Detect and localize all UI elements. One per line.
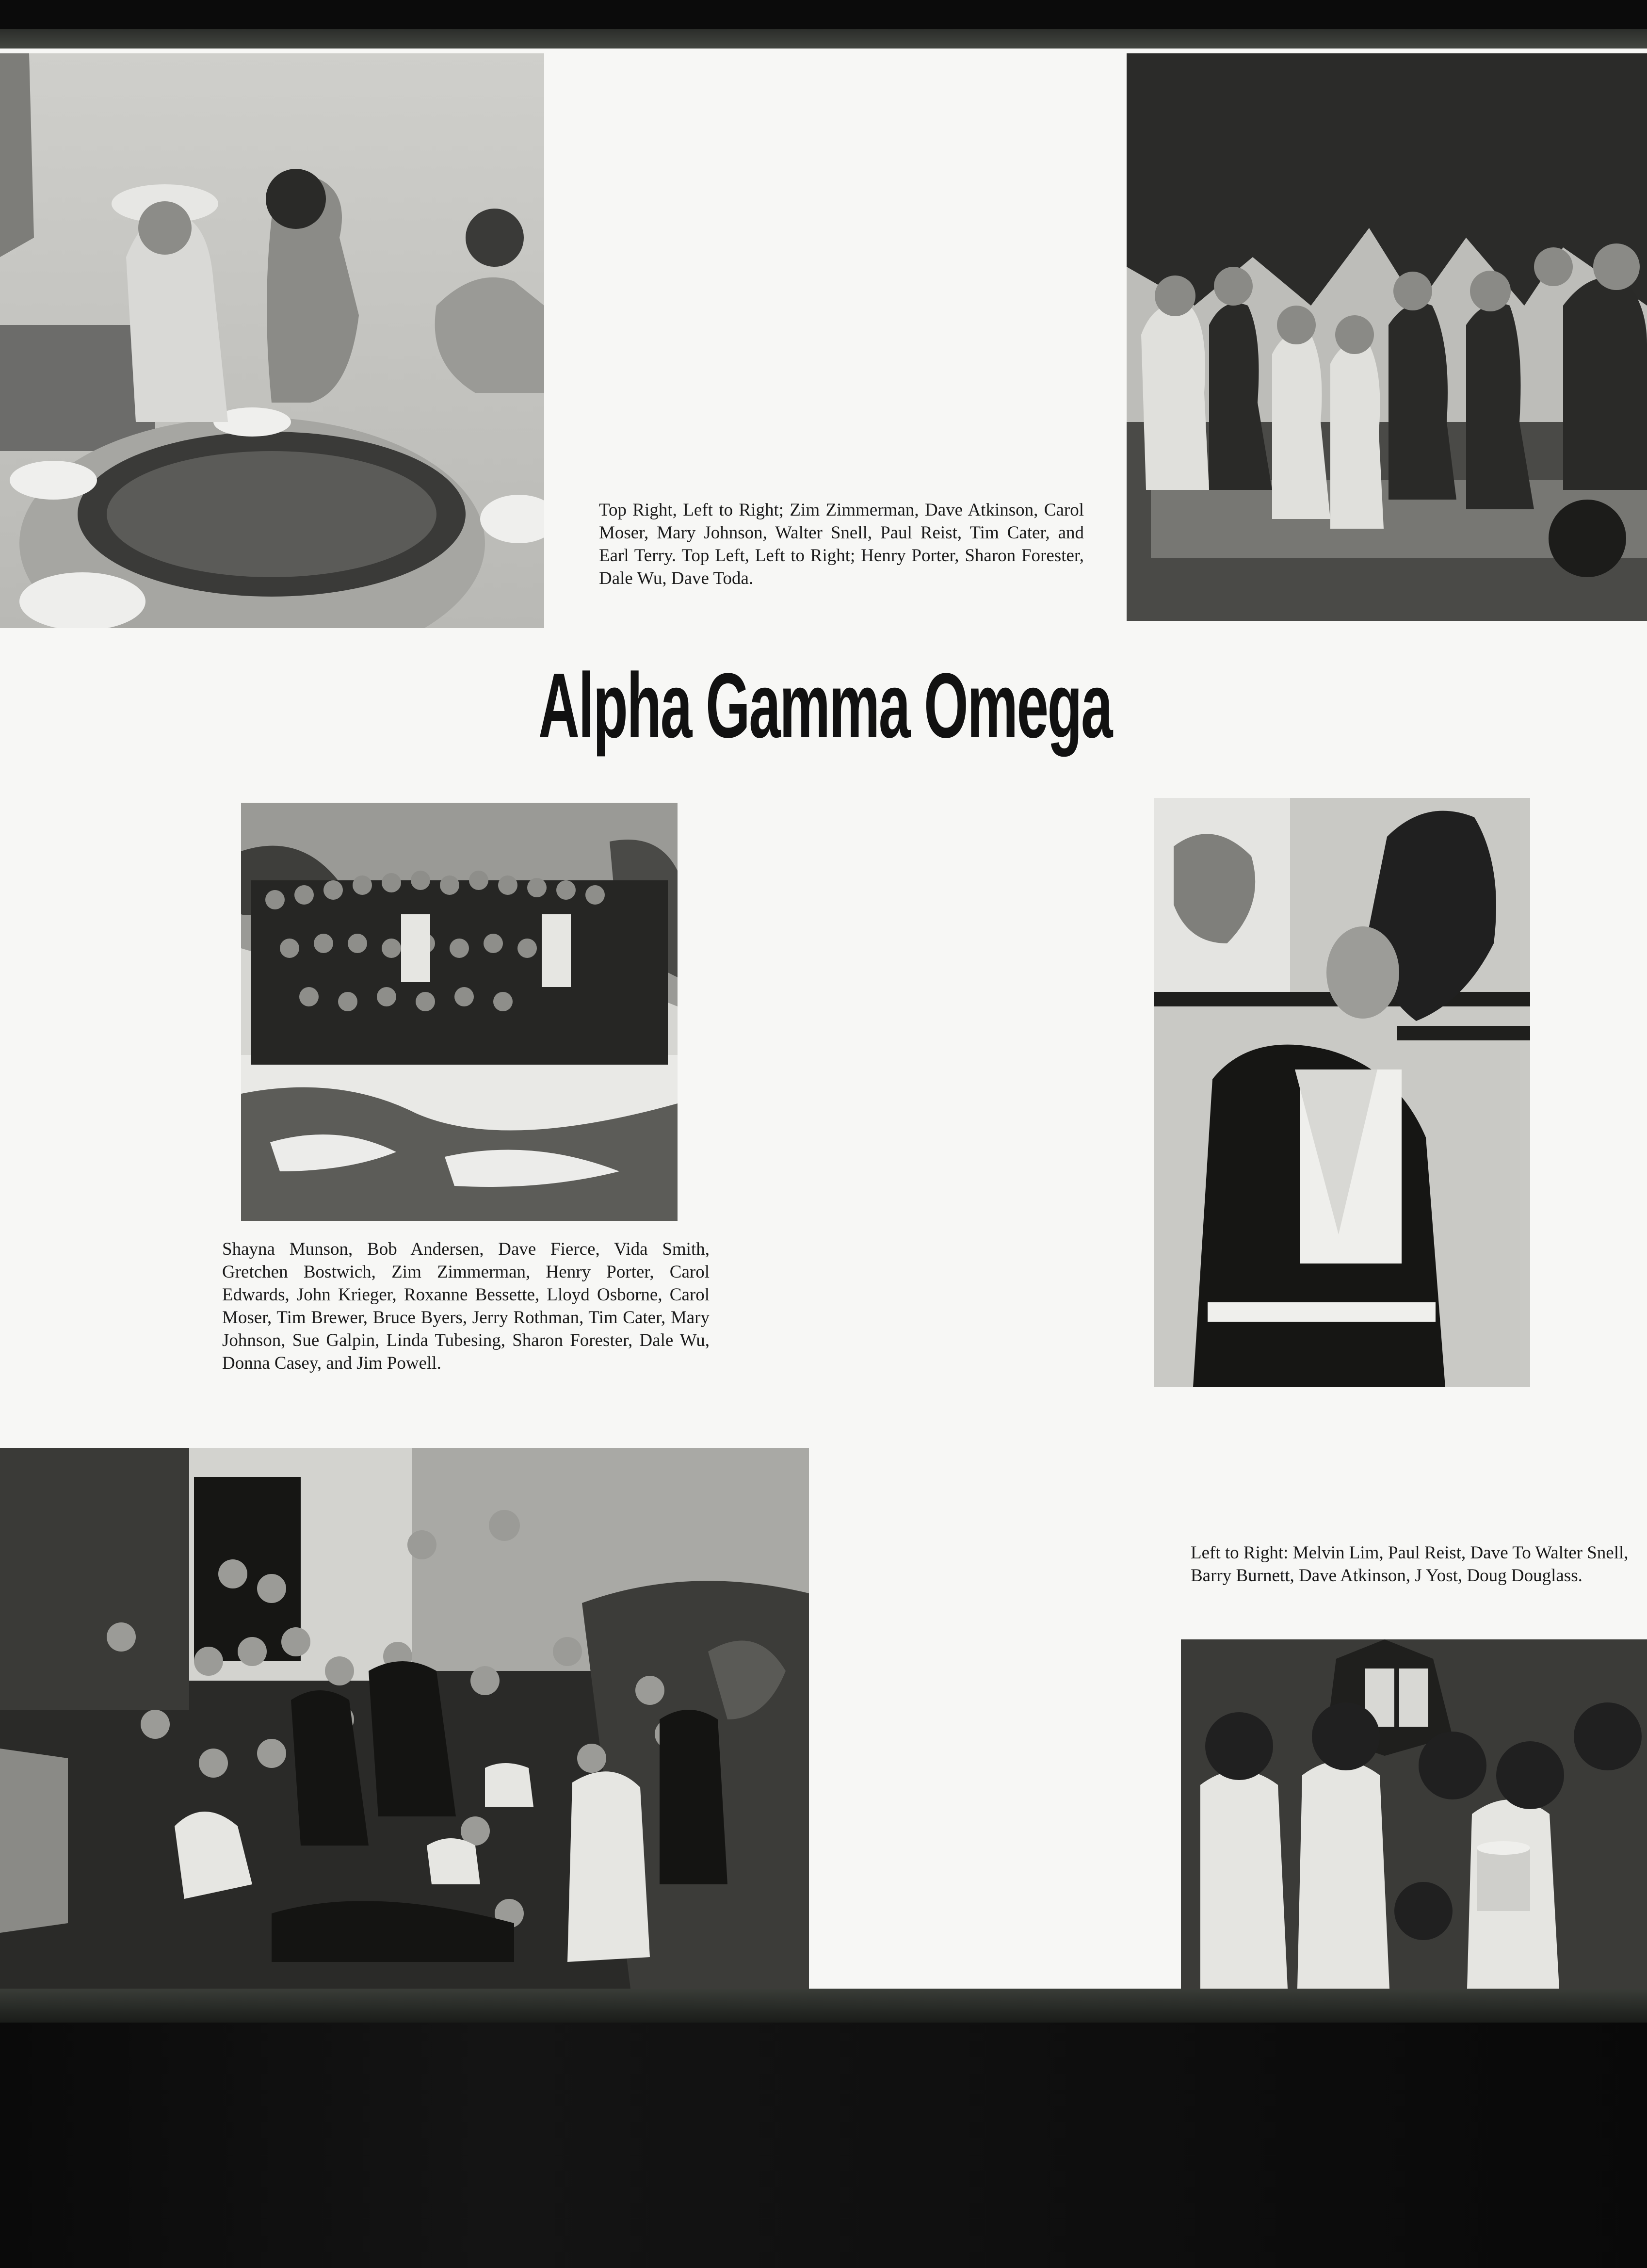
photo-party-group bbox=[1181, 1639, 1647, 1989]
photo-car-group bbox=[1127, 53, 1647, 621]
photo-drinking-man bbox=[1154, 798, 1530, 1387]
page-title: Alpha Gamma Omega bbox=[538, 654, 1112, 757]
scanner-background bbox=[0, 2023, 1647, 2268]
page-title-wrap bbox=[538, 650, 1145, 761]
photo-beach-barbecue bbox=[0, 53, 544, 628]
book-binding-bottom bbox=[0, 1989, 1647, 2023]
photo-house-group bbox=[0, 1448, 809, 1989]
caption-top-right: Top Right, Left to Right; Zim Zimmerman, Dave Atkinson, Carol Moser, Mary Johnson, Walter Snell, Paul Reist, Tim Cater, and Earl Terry. Top Left, Left to Right; Henry Porter, Sharon Forester, Dale Wu, Dave Toda. bbox=[599, 500, 1084, 588]
photo-snow-group bbox=[241, 803, 678, 1221]
caption-bottom-right: Left to Right: Melvin Lim, Paul Reist, Dave To Walter Snell, Barry Burnett, Dave Atkinson, J Yost, Doug Douglass. bbox=[1191, 1543, 1629, 1586]
caption-group: Shayna Munson, Bob Andersen, Dave Fierce, Vida Smith, Gretchen Bostwich, Zim Zimmerman, Henry Porter, Carol Edwards, John Krieger, Roxanne Bessette, Lloyd Osborne, Carol Moser, Tim Brewer, Bruce Byers, Jerry Rothman, Tim Cater, Mary Johnson, Sue Galpin, Linda Tubesing, Sharon Forester, Dale Wu, Donna Casey, and Jim Powell. bbox=[222, 1239, 710, 1373]
